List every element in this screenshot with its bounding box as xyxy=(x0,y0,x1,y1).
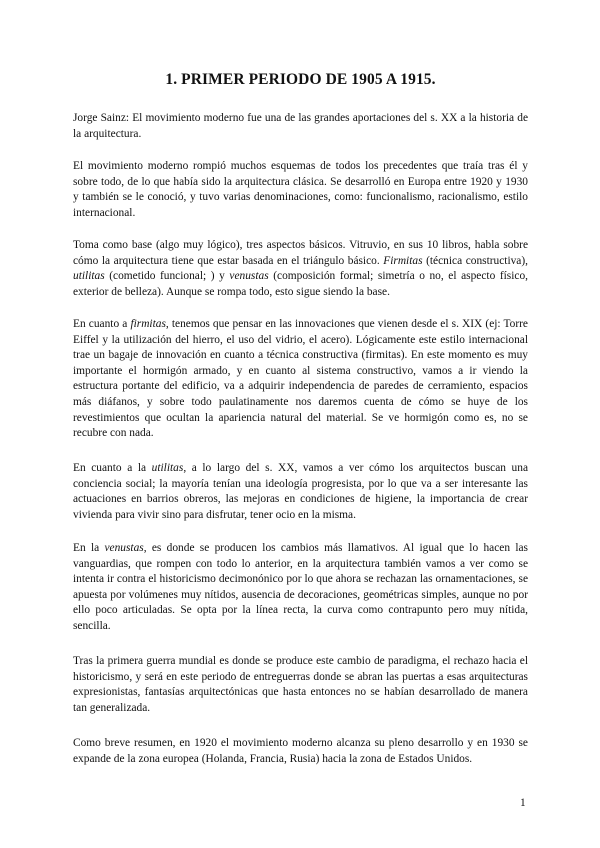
paragraph-firmitas xyxy=(73,317,528,442)
text-run: Toma como base (algo muy lógico), tres aspectos básicos. Vitruvio, en sus 10 libros, habla sobre cómo la arquitectura tiene que estar basada en el triángulo básico. xyxy=(73,239,528,267)
paragraph-resumen: Como breve resumen, en 1920 el movimiento moderno alcanza su pleno desarrollo y en 1930 se expande de la zona europea (Holanda, Francia, Rusia) hacia la zona de Estados Unidos. xyxy=(73,737,528,765)
paragraph-entreguerras: Tras la primera guerra mundial es donde se produce este cambio de paradigma, el rechazo hacia el historicismo, y será en este periodo de entreguerras donde se abran las puertas a esas arquitecturas expresionistas, fantasías arquitectónicas que hasta entonces no se habían desarrollado de manera tan generalizada. xyxy=(73,655,528,714)
paragraph-intro: Jorge Sainz: El movimiento moderno fue una de las grandes aportaciones del s. XX a la historia de la arquitectura. xyxy=(73,112,528,140)
text-run: En la xyxy=(73,542,105,554)
term-firmitas: Firmitas xyxy=(383,254,423,267)
paragraph-movimiento-moderno: El movimiento moderno rompió muchos esquemas de todos los precedentes que traía tras él y sobre todo, de lo que había sido la arquitectura clásica. Se desarrolló en Europa entre 1920 y 1930 y también se le conoció, y tuvo varias denominaciones, como: funcionalismo, racionalismo, estilo internacional. xyxy=(73,160,528,219)
term-venustas: venustas xyxy=(229,270,269,283)
text-run: En cuanto a xyxy=(73,318,131,330)
section-title: 1. PRIMER PERIODO DE 1905 A 1915. xyxy=(165,71,436,88)
text-run: , tenemos que pensar en las innovaciones que vienen desde el s. XIX (ej: Torre Eiffel y la utilización del hierro, el uso del vidrio, el acero). Lógicamente este estilo internacional trae un bagaje de innovación en cuanto a técnica constructiva (firmitas). En este momento es muy importante el hormigón armado, y en cuanto al sistema constructivo, vamos a ir viendo la estructura portante del edificio, va a adquirir independencia de paredes de cerramiento, espacios más diáfanos, y sobre todo paulatinamente nos daremos cuenta de cómo se huye de los revestimientos que ocultan la apariencia natural del material. Se ve hormigón como es, no se recubre con nada. xyxy=(73,318,528,440)
paragraph-venustas xyxy=(73,541,528,635)
paragraph-aspectos-basicos xyxy=(73,238,528,300)
term-venustas: venustas xyxy=(104,542,144,554)
text-run: , a lo largo del s. XX, vamos a ver cómo los arquitectos buscan una conciencia social; la mayoría tenían una ideología progresista, por lo que va a ser interesante las actuaciones en barrios obreros, las mejoras en condiciones de higiene, la importancia de crear vivienda para vivir sino para disfrutar, tener ocio en la misma. xyxy=(73,462,529,521)
text-run: En cuanto a la xyxy=(73,462,152,474)
term-utilitas: utilitas xyxy=(151,462,184,474)
text-run: (técnica constructiva), xyxy=(422,254,528,267)
text-run: , es donde se producen los cambios más llamativos. Al igual que lo hacen las vanguardias, que rompen con todo lo anterior, en la arquitectura también vamos a ver como se intenta ir contra el historicismo decimonónico por lo que ahora se rechazan las ornamentaciones, se apuesta por volúmenes muy nítidos, ausencia de decoraciones, geométricas simples, aunque no por ello poco articuladas. Se opta por la línea recta, la curva como contrapunto pero muy nítida, sencilla. xyxy=(73,542,528,632)
text-run: (composición formal; simetría o no, el aspecto físico, exterior de belleza). Aunque se rompa todo, esto sigue siendo la base. xyxy=(73,270,528,298)
text-run: (cometido funcional; ) y xyxy=(104,270,230,283)
page-number: 1 xyxy=(520,797,526,809)
paragraph-utilitas xyxy=(73,461,528,523)
term-utilitas: utilitas xyxy=(73,270,105,283)
term-firmitas: firmitas xyxy=(130,318,166,330)
